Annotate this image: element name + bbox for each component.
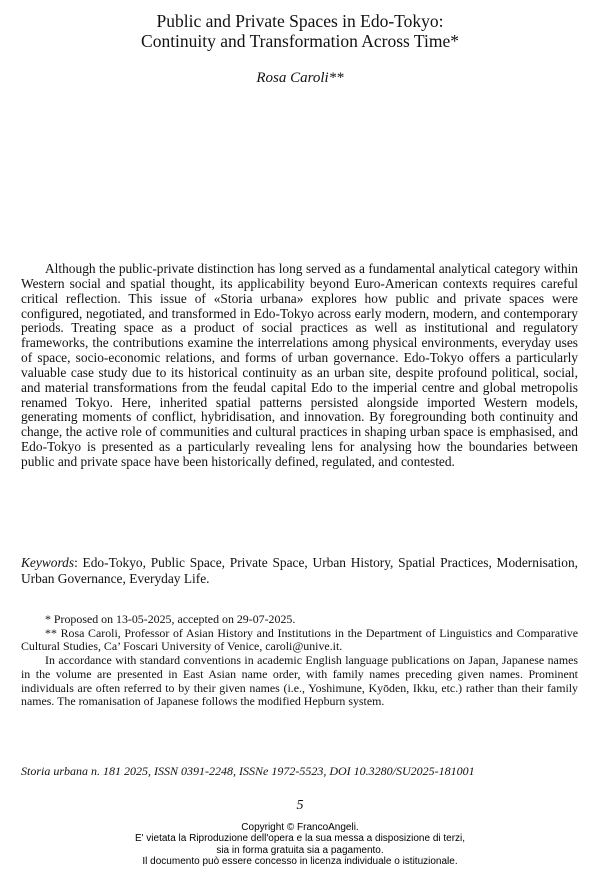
footnote-author-affiliation: ** Rosa Caroli, Professor of Asian History and Institutions in the Department of Linguistics and Comparative Cultural Studies, Ca’ Foscari University of Venice, caroli@unive.it. xyxy=(21,625,578,654)
footnote-naming-conventions: In accordance with standard conventions in academic English language publications on Japan, Japanese names in the volume are presented in East Asian name order, with family names preceding given names. Prominent individuals are often referred to by their given names (i.e., Yoshimune, Kyōden, Ikku, etc.) rather than their family names. The romanisation of Japanese follows the modified Hepburn system. xyxy=(21,653,578,709)
article-title xyxy=(0,11,600,51)
abstract-paragraph: Although the public-private distinction has long served as a fundamental analytical category within Western social and spatial thought, its applicability beyond Euro-American contexts requires careful critical reflection. This issue of «Storia urbana» explores how public and private spaces were configured, negotiated, and transformed in Edo-Tokyo across early modern, modern, and contemporary periods. Treating space as a product of social practices as well as institutional and regulatory frameworks, the contributions examine the interrelations among physical environments, everyday uses of space, socio-economic relations, and forms of urban governance. Edo-Tokyo offers a particularly valuable case study due to its historical continuity as an urban site, despite profound political, social, and material transformations from the feudal capital Edo to the imperial centre and global metropolis renamed Tokyo. Here, inherited spatial patterns persisted alongside imported Western models, generating moments of conflict, hybridisation, and innovation. By foregrounding both continuity and change, the active role of communities and cultural practices in shaping urban space is emphasised, and Edo-Tokyo is presented as a particularly revealing lens for analysing how the boundaries between public and private space have been historically defined, regulated, and contested. xyxy=(21,261,578,469)
keywords-label: Keywords xyxy=(21,555,75,570)
copyright-line-4: Il documento può essere concesso in licenza individuale o istituzionale. xyxy=(142,856,458,868)
author-name: Rosa Caroli** xyxy=(256,70,344,86)
copyright-notice xyxy=(0,822,600,868)
title-line-2: Continuity and Transformation Across Time* xyxy=(141,31,459,51)
copyright-line-3: sia in forma gratuita sia a pagamento. xyxy=(216,844,384,856)
keywords-list: : Edo-Tokyo, Public Space, Private Space, Urban History, Spatial Practices, Modernisation, Urban Governance, Everyday Life. xyxy=(21,555,578,586)
copyright-line-1: Copyright © FrancoAngeli. xyxy=(241,822,359,833)
page-number: 5 xyxy=(296,798,304,813)
footnote-dates: * Proposed on 13-05-2025, accepted on 29-07-2025. xyxy=(45,612,296,626)
copyright-line-2: E' vietata la Riproduzione dell'opera e la sua messa a disposizione di terzi, xyxy=(134,833,466,845)
title-line-1: Public and Private Spaces in Edo-Tokyo: xyxy=(156,11,444,31)
journal-citation: Storia urbana n. 181 2025, ISSN 0391-2248, ISSNe 1972-5523, DOI 10.3280/SU2025-181001 xyxy=(21,764,475,778)
keywords-paragraph xyxy=(21,555,578,586)
footnotes xyxy=(21,613,578,709)
